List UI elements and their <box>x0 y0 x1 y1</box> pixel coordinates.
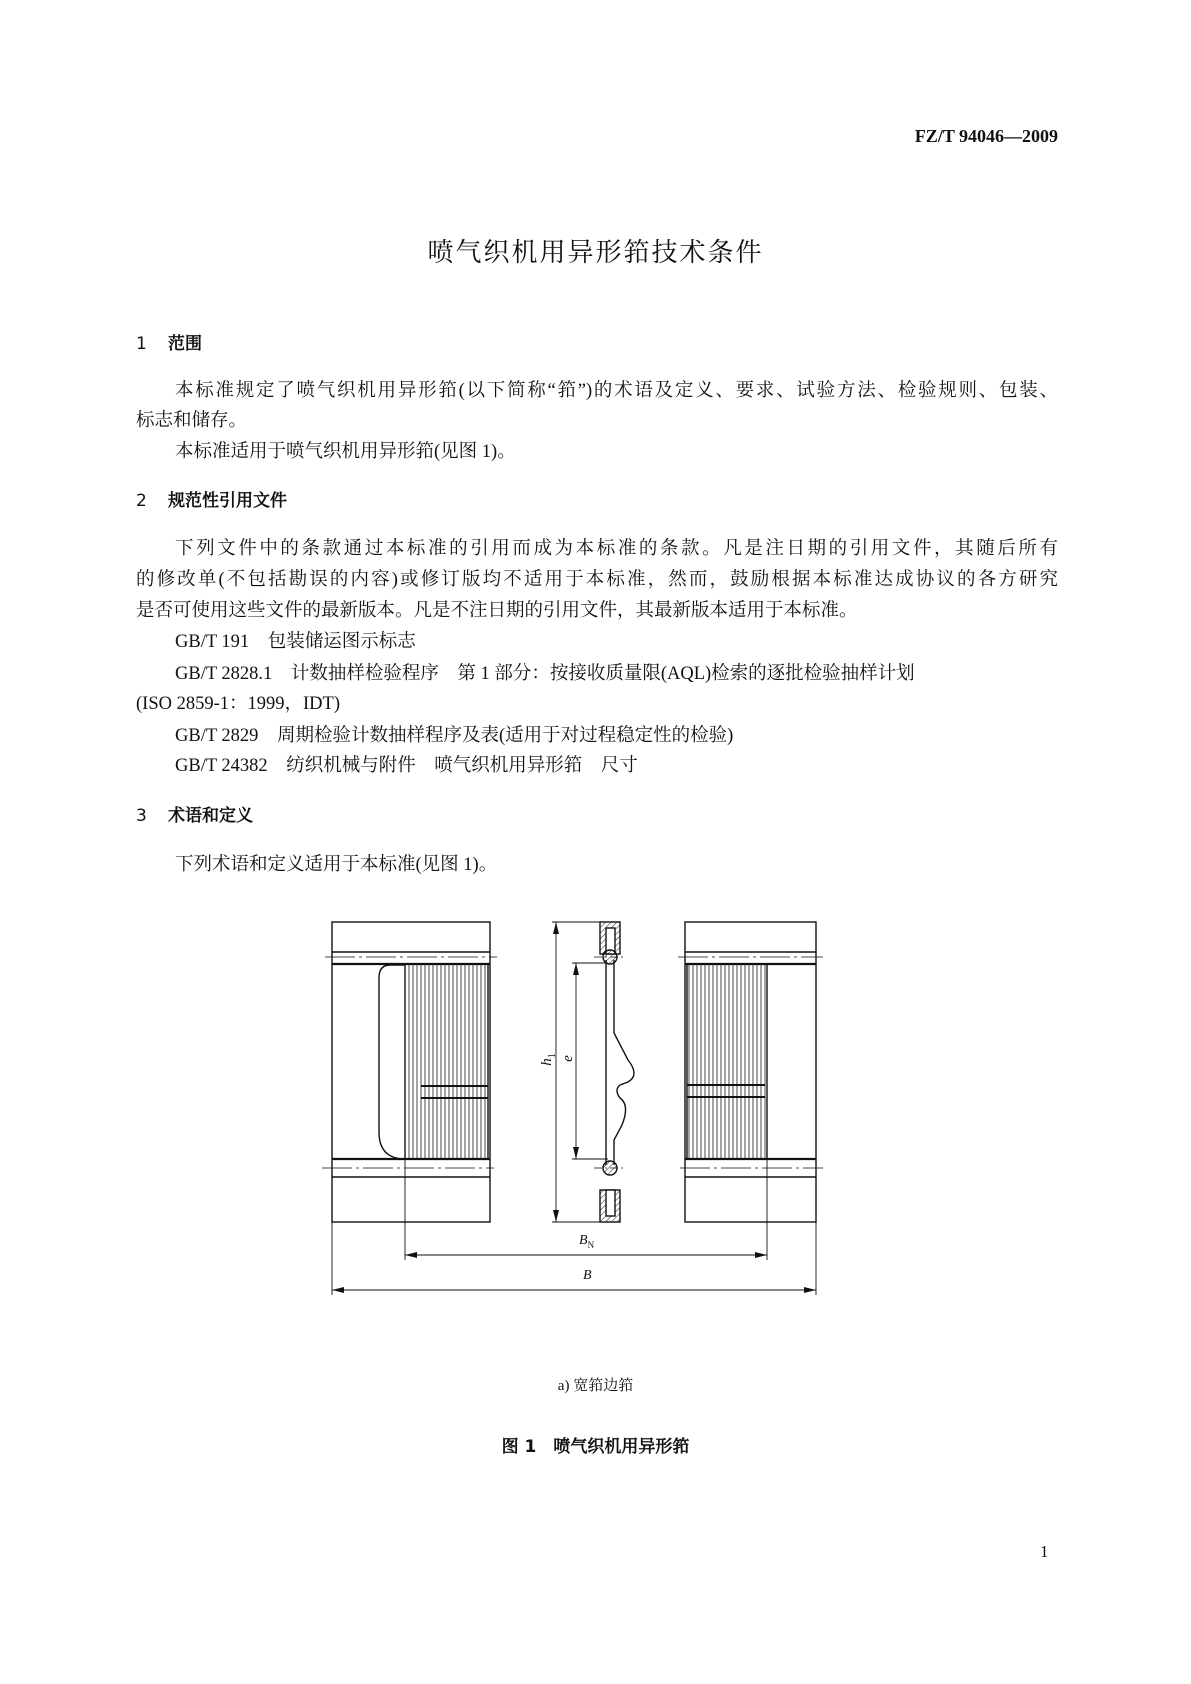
paragraph-line: 下列文件中的条款通过本标准的引用而成为本标准的条款。凡是注日期的引用文件，其随后所有 <box>175 539 1058 559</box>
paragraph-line: 是否可使用这些文件的最新版本。凡是不注日期的引用文件，其最新版本适用于本标准。 <box>136 601 858 621</box>
paragraph-line: 的修改单(不包括勘误的内容)或修订版均不适用于本标准，然而，鼓励根据本标准达成协议的各方研究 <box>136 570 1058 590</box>
page-number: 1 <box>1040 1542 1049 1561</box>
dimension-label-b: B <box>583 1268 592 1283</box>
standard-number: FZ/T 94046—2009 <box>914 126 1058 146</box>
figure-subcaption: a) 宽筘边筘 <box>557 1378 634 1394</box>
section-2-heading: 2 规范性引用文件 <box>136 491 287 511</box>
paragraph-line: 本标准适用于喷气织机用异形筘(见图 1)。 <box>175 442 516 462</box>
reference-item: GB/T 2829 周期检验计数抽样程序及表(适用于对过程稳定性的检验) <box>175 726 734 746</box>
right-reed-view <box>678 922 823 1222</box>
reference-item: GB/T 2828.1 计数抽样检验程序 第 1 部分：按接收质量限(AQL)检索的逐批检验抽样计划 <box>175 664 915 684</box>
document-title: 喷气织机用异形筘技术条件 <box>427 238 764 268</box>
left-reed-view <box>322 922 497 1222</box>
figure-caption: 图 1 喷气织机用异形筘 <box>501 1437 690 1457</box>
reference-item: GB/T 24382 纺织机械与附件 喷气织机用异形筘 尺寸 <box>175 756 638 776</box>
paragraph-line: 本标准规定了喷气织机用异形筘(以下简称“筘”)的术语及定义、要求、试验方法、检验规则、包装、 <box>175 381 1058 401</box>
dimension-label-bn: $B_N$ <box>579 1233 595 1250</box>
dimension-label-e: e <box>559 1055 576 1062</box>
section-3-heading: 3 术语和定义 <box>136 806 253 826</box>
paragraph-line: 标志和储存。 <box>136 411 248 431</box>
dimension-label-h1: $h_1$ <box>538 1053 558 1066</box>
section-1-heading: 1 范围 <box>136 334 202 354</box>
reference-continuation: (ISO 2859-1：1999，IDT) <box>136 694 340 714</box>
paragraph-line: 下列术语和定义适用于本标准(见图 1)。 <box>175 855 498 875</box>
reed-cross-section <box>594 922 634 1222</box>
reference-item: GB/T 191 包装储运图示标志 <box>175 632 416 652</box>
